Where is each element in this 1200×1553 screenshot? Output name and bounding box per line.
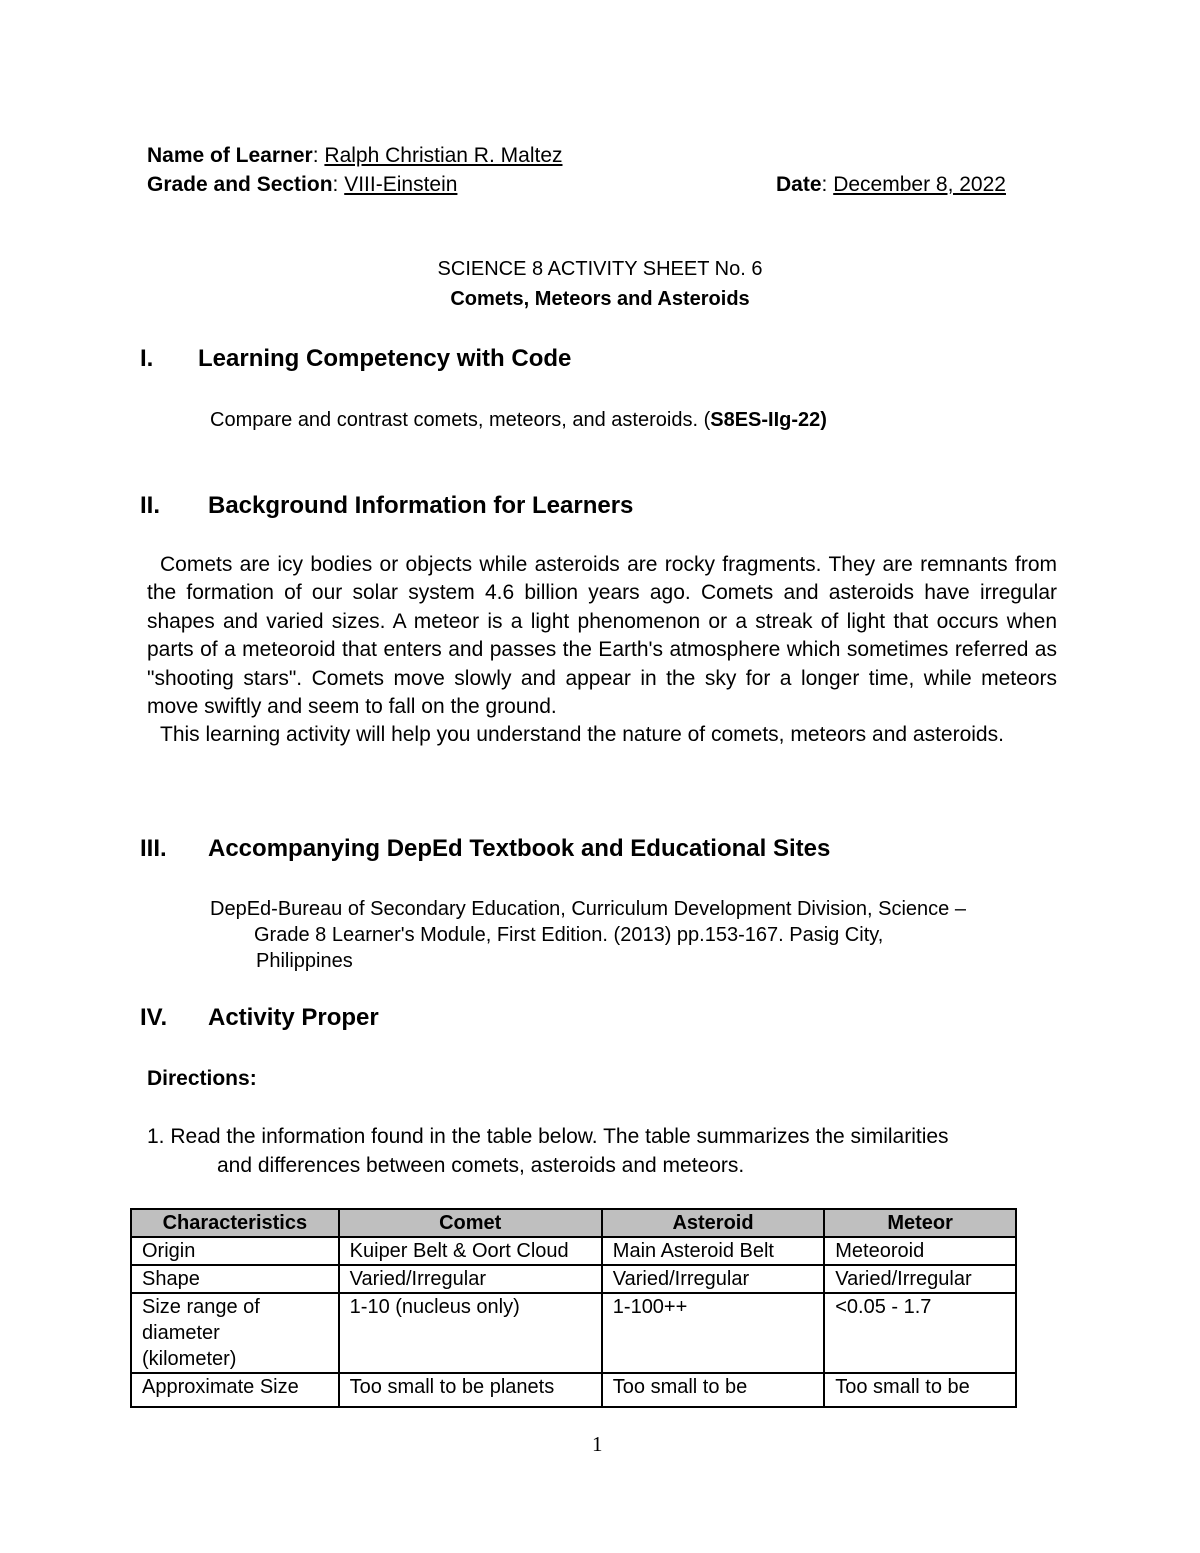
competency-text bbox=[210, 406, 827, 434]
page-number: 1 bbox=[592, 1432, 603, 1456]
header-characteristics: Characteristics bbox=[131, 1209, 339, 1237]
section-3-heading: Accompanying DepEd Textbook and Educational Sites bbox=[208, 835, 831, 862]
table-cell: Too small to be bbox=[602, 1373, 824, 1407]
date-value: December 8, 2022 bbox=[833, 173, 1006, 196]
competency-code: S8ES-IIg-22) bbox=[710, 409, 827, 431]
table-header-row bbox=[131, 1209, 1016, 1237]
textbook-reference-line-1: DepEd-Bureau of Secondary Education, Curriculum Development Division, Science – bbox=[210, 898, 966, 920]
table-row bbox=[131, 1265, 1016, 1293]
textbook-reference-line-3: Philippines bbox=[256, 950, 353, 972]
table-cell: 1-100++ bbox=[602, 1293, 824, 1373]
section-4-number: IV. bbox=[140, 1004, 168, 1031]
header-comet: Comet bbox=[339, 1209, 602, 1237]
background-information bbox=[147, 551, 1057, 750]
grade-section-value: VIII-Einstein bbox=[344, 173, 458, 196]
table-cell: 1-10 (nucleus only) bbox=[339, 1293, 602, 1373]
date-line bbox=[776, 171, 1006, 199]
direction-step-1-line-2: and differences between comets, asteroids and meteors. bbox=[217, 1154, 745, 1177]
table-cell: Approximate Size bbox=[131, 1373, 339, 1407]
table-row bbox=[131, 1293, 1016, 1373]
table-cell: Too small to be bbox=[824, 1373, 1016, 1407]
table-row bbox=[131, 1373, 1016, 1407]
background-paragraph-1: Comets are icy bodies or objects while asteroids are rocky fragments. They are remnants from the formation of our solar system 4.6 billion years ago. Comets and asteroids have irregular shapes and varied sizes. A meteor is a light phenomenon or a streak of light that occurs when parts of a meteoroid that enters and passes the Earth's atmosphere which sometimes referred as "shooting stars". Comets move slowly and appear in the sky for a longer time, while meteors move swiftly and seem to fall on the ground. bbox=[147, 553, 1057, 719]
table-cell: Too small to be planets bbox=[339, 1373, 602, 1407]
directions-label: Directions: bbox=[147, 1067, 257, 1090]
table-cell: <0.05 - 1.7 bbox=[824, 1293, 1016, 1373]
section-4-heading: Activity Proper bbox=[208, 1004, 379, 1031]
section-2-heading: Background Information for Learners bbox=[208, 492, 634, 519]
section-1-number: I. bbox=[140, 345, 154, 372]
textbook-reference-line-2: Grade 8 Learner's Module, First Edition. (2013) pp.153-167. Pasig City, bbox=[254, 924, 884, 946]
table-cell: Main Asteroid Belt bbox=[602, 1237, 824, 1265]
competency-description: Compare and contrast comets, meteors, and asteroids. ( bbox=[210, 409, 711, 431]
header-asteroid: Asteroid bbox=[602, 1209, 824, 1237]
activity-sheet-subtitle: Comets, Meteors and Asteroids bbox=[450, 288, 750, 310]
grade-section-label: Grade and Section bbox=[147, 173, 333, 196]
activity-sheet-title: SCIENCE 8 ACTIVITY SHEET No. 6 bbox=[437, 258, 763, 280]
grade-section-line bbox=[147, 171, 457, 199]
learner-name-sep: : bbox=[312, 144, 325, 167]
learner-name-value: Ralph Christian R. Maltez bbox=[324, 144, 563, 167]
direction-step-1-line-1: 1. Read the information found in the table below. The table summarizes the similarities bbox=[147, 1125, 949, 1148]
grade-section-sep: : bbox=[332, 173, 345, 196]
background-paragraph-2: This learning activity will help you understand the nature of comets, meteors and asteroids. bbox=[160, 723, 1004, 747]
learner-name-line bbox=[147, 142, 563, 170]
comparison-table bbox=[130, 1208, 1017, 1408]
table-cell: Varied/Irregular bbox=[339, 1265, 602, 1293]
table-cell: Varied/Irregular bbox=[602, 1265, 824, 1293]
table-cell: Origin bbox=[131, 1237, 339, 1265]
section-1-heading: Learning Competency with Code bbox=[198, 345, 572, 372]
table-cell: Varied/Irregular bbox=[824, 1265, 1016, 1293]
table-cell: Kuiper Belt & Oort Cloud bbox=[339, 1237, 602, 1265]
date-label: Date bbox=[776, 173, 822, 196]
header-meteor: Meteor bbox=[824, 1209, 1016, 1237]
section-3-number: III. bbox=[140, 835, 167, 862]
date-sep: : bbox=[821, 173, 834, 196]
table-cell: Size range of diameter (kilometer) bbox=[131, 1293, 339, 1373]
table-cell: Shape bbox=[131, 1265, 339, 1293]
learner-name-label: Name of Learner bbox=[147, 144, 313, 167]
section-2-number: II. bbox=[140, 492, 161, 519]
table-cell: Meteoroid bbox=[824, 1237, 1016, 1265]
table-row bbox=[131, 1237, 1016, 1265]
